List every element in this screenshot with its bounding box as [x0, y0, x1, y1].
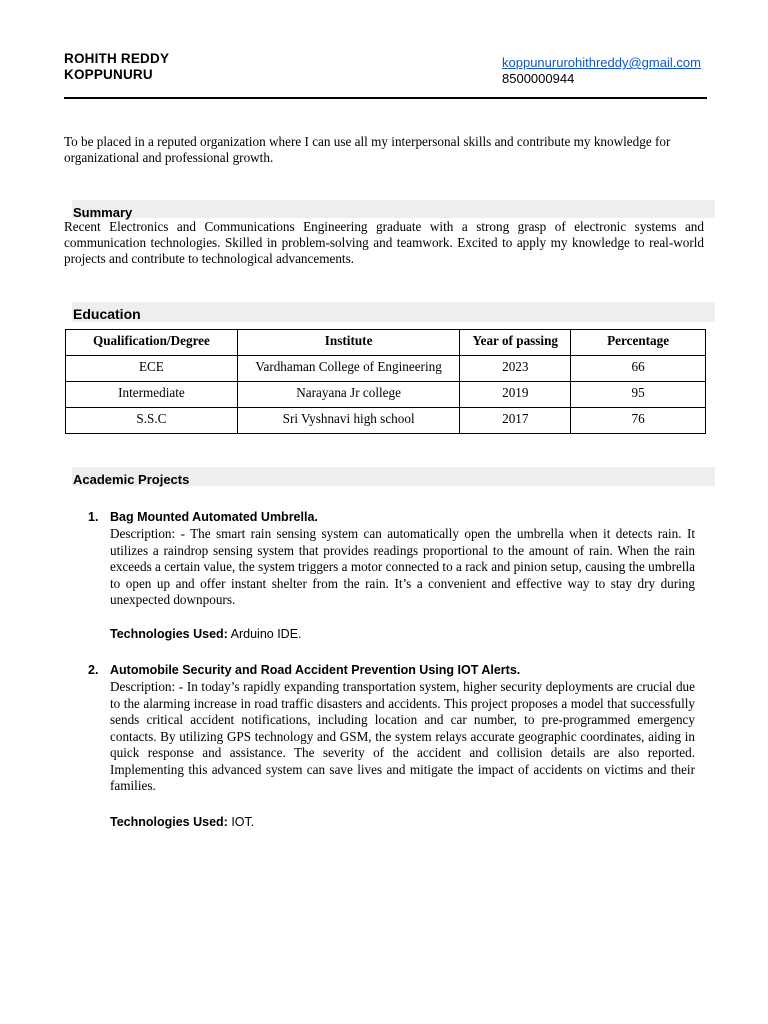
table-cell: 76 [571, 408, 706, 434]
table-header-row [66, 330, 706, 356]
table-cell: 2019 [460, 382, 571, 408]
objective-text: To be placed in a reputed organization where I can use all my interpersonal skills and contribute my knowledge for organizational and professional growth. [64, 134, 671, 165]
table-cell: 2017 [460, 408, 571, 434]
candidate-name [64, 51, 169, 83]
project-description: Description: - In today’s rapidly expanding transportation system, higher security deployments are crucial due to the alarming increase in road traffic disasters and accidents. This project proposes a model that successfully sends critical accident notifications, including location and car number, to pre-programmed emergency contacts. By utilizing GPS technology and GSM, the system relays accurate geographic coordinates, aiding in quick response and assistance. The severity of the accident and collision details are also reported. Implementing this advanced system can save lives and mitigate the impact of accidents on victims and their families. [110, 679, 695, 793]
table-cell: ECE [66, 356, 238, 382]
table-row [66, 356, 706, 382]
table-cell: Narayana Jr college [237, 382, 460, 408]
table-cell: 95 [571, 382, 706, 408]
table-cell: 66 [571, 356, 706, 382]
phone-number: 8500000944 [502, 71, 575, 86]
technologies-label: Technologies Used: [110, 627, 228, 641]
column-header: Qualification/Degree [66, 330, 238, 356]
contact-block [502, 55, 701, 87]
column-header: Year of passing [460, 330, 571, 356]
name-line-2: KOPPUNURU [64, 67, 153, 82]
project-number: 1. [88, 510, 99, 524]
education-table [65, 329, 706, 434]
table-cell: Sri Vyshnavi high school [237, 408, 460, 434]
email-link[interactable]: koppunururohithreddy@gmail.com [502, 55, 701, 70]
technologies-value: IOT. [231, 815, 255, 829]
name-line-1: ROHITH REDDY [64, 51, 170, 66]
project-number: 2. [88, 663, 99, 677]
table-row [66, 408, 706, 434]
table-cell: 2023 [460, 356, 571, 382]
technologies-label: Technologies Used: [110, 815, 228, 829]
technologies-used [110, 626, 302, 642]
table-row [66, 382, 706, 408]
table-cell: S.S.C [66, 408, 238, 434]
project-title: Bag Mounted Automated Umbrella. [110, 510, 318, 524]
project-description: Description: - The smart rain sensing system can automatically open the umbrella when it detects rain. It utilizes a raindrop sensing system that provides readings proportional to the amount of rain. When the rain exceeds a certain value, the system triggers a motor connected to a rack and pinion setup, causing the umbrella to open up and offer instant shelter from the rain. It’s a convenient and effective way to stay dry during unexpected downpours. [110, 526, 695, 607]
column-header: Percentage [571, 330, 706, 356]
table-cell: Intermediate [66, 382, 238, 408]
project-title: Automobile Security and Road Accident Prevention Using IOT Alerts. [110, 663, 521, 677]
summary-heading: Summary [72, 200, 715, 218]
table-cell: Vardhaman College of Engineering [237, 356, 460, 382]
header-divider [64, 97, 707, 99]
technologies-value: Arduino IDE. [230, 627, 302, 641]
projects-heading: Academic Projects [72, 467, 715, 486]
column-header: Institute [237, 330, 460, 356]
technologies-used [110, 814, 254, 830]
summary-text: Recent Electronics and Communications Engineering graduate with a strong grasp of electronic systems and communication technologies. Skilled in problem-solving and teamwork. Excited to apply my knowledge to real-world projects and contribute to technological advancements. [64, 219, 704, 266]
education-heading: Education [72, 302, 715, 322]
